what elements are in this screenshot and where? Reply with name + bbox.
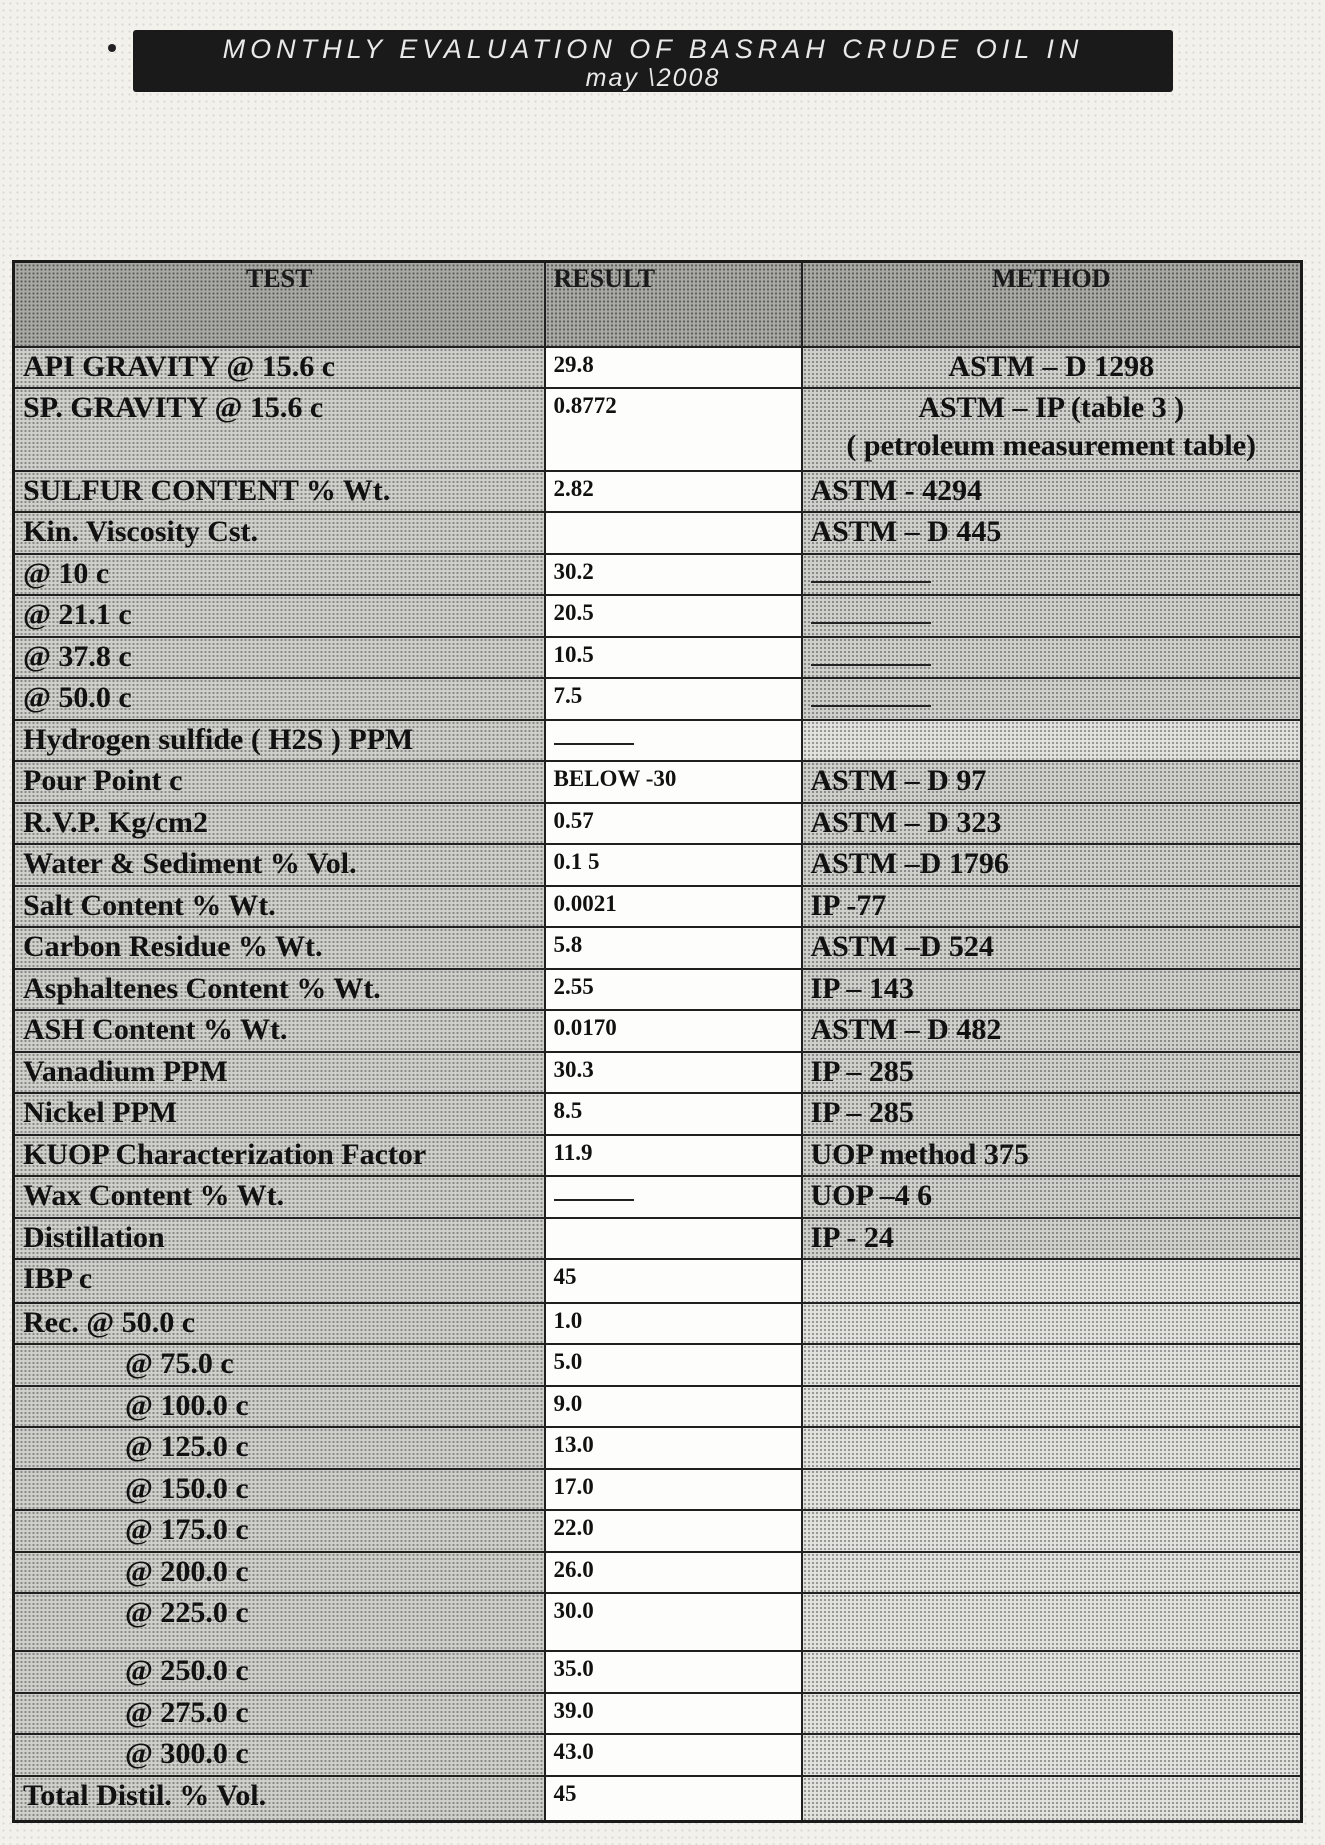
test-cell: KUOP Characterization Factor [14, 1135, 545, 1176]
table-row [14, 595, 1302, 636]
table-row [14, 844, 1302, 885]
header-row [14, 262, 1302, 347]
test-cell: @ 100.0 c [14, 1386, 545, 1427]
report-title: MONTHLY EVALUATION OF BASRAH CRUDE OIL IN [222, 34, 1084, 64]
test-cell: @ 75.0 c [14, 1344, 545, 1385]
test-cell: @ 300.0 c [14, 1734, 545, 1775]
method-cell [802, 595, 1302, 636]
method-cell [802, 1303, 1302, 1344]
table-row [14, 1593, 1302, 1651]
test-cell: @ 275.0 c [14, 1693, 545, 1734]
method-cell [802, 1259, 1302, 1303]
table-row [14, 803, 1302, 844]
result-cell: 0.57 [545, 803, 802, 844]
method-cell: UOP method 375 [802, 1135, 1302, 1176]
test-cell: @ 200.0 c [14, 1552, 545, 1593]
test-cell: Hydrogen sulfide ( H2S ) PPM [14, 720, 545, 761]
table-row [14, 1218, 1302, 1259]
table-row [14, 886, 1302, 927]
method-cell: IP – 285 [802, 1052, 1302, 1093]
table-row [14, 471, 1302, 512]
table-row [14, 927, 1302, 968]
test-cell: Water & Sediment % Vol. [14, 844, 545, 885]
bullet-mark [108, 44, 116, 52]
result-cell: 20.5 [545, 595, 802, 636]
result-cell: 13.0 [545, 1427, 802, 1468]
method-cell: ASTM – D 1298 [802, 347, 1302, 388]
header-result: RESULT [545, 262, 802, 347]
method-cell [802, 1469, 1302, 1510]
table-row [14, 1510, 1302, 1551]
table-row [14, 1010, 1302, 1051]
result-cell [545, 1176, 802, 1217]
method-sub: ( petroleum measurement table) [846, 429, 1257, 463]
method-cell [802, 388, 1302, 471]
method-cell [802, 1693, 1302, 1734]
result-cell: 0.0021 [545, 886, 802, 927]
test-cell: @ 175.0 c [14, 1510, 545, 1551]
table-row [14, 1427, 1302, 1468]
table-row [14, 1303, 1302, 1344]
result-cell: 1.0 [545, 1303, 802, 1344]
test-cell: @ 150.0 c [14, 1469, 545, 1510]
test-cell: Rec. @ 50.0 c [14, 1303, 545, 1344]
method-cell: IP – 143 [802, 969, 1302, 1010]
dash-mark [811, 705, 931, 707]
dash-mark [811, 622, 931, 624]
method-cell [802, 1552, 1302, 1593]
method-cell: ASTM –D 1796 [802, 844, 1302, 885]
dash-mark [811, 664, 931, 666]
result-cell [545, 1218, 802, 1259]
table-row [14, 1386, 1302, 1427]
table-row [14, 720, 1302, 761]
table-row [14, 388, 1302, 471]
test-cell: @ 125.0 c [14, 1427, 545, 1468]
method-cell [802, 1344, 1302, 1385]
test-cell: Distillation [14, 1218, 545, 1259]
test-cell: Nickel PPM [14, 1093, 545, 1134]
test-cell: Vanadium PPM [14, 1052, 545, 1093]
result-cell: 5.8 [545, 927, 802, 968]
test-cell: Kin. Viscosity Cst. [14, 512, 545, 553]
test-cell: IBP c [14, 1259, 545, 1303]
table-row [14, 1552, 1302, 1593]
table-row [14, 512, 1302, 553]
method-cell [802, 720, 1302, 761]
test-cell: @ 21.1 c [14, 595, 545, 636]
result-cell: 7.5 [545, 678, 802, 719]
method-cell [802, 1386, 1302, 1427]
test-cell: @ 37.8 c [14, 637, 545, 678]
method-cell: ASTM – D 445 [802, 512, 1302, 553]
test-cell: @ 50.0 c [14, 678, 545, 719]
result-cell: 5.0 [545, 1344, 802, 1385]
result-cell: 8.5 [545, 1093, 802, 1134]
table-row [14, 1734, 1302, 1775]
dash-mark [554, 743, 634, 745]
table-row [14, 1651, 1302, 1692]
method-cell [802, 1651, 1302, 1692]
result-cell [545, 512, 802, 553]
result-cell: 9.0 [545, 1386, 802, 1427]
result-cell: 35.0 [545, 1651, 802, 1692]
method-cell [802, 1427, 1302, 1468]
method-cell [802, 637, 1302, 678]
test-cell: Wax Content % Wt. [14, 1176, 545, 1217]
table-row [14, 1176, 1302, 1217]
method-cell: ASTM – D 482 [802, 1010, 1302, 1051]
method-cell: ASTM – D 97 [802, 761, 1302, 802]
table-row [14, 969, 1302, 1010]
test-cell: R.V.P. Kg/cm2 [14, 803, 545, 844]
method-cell [802, 1734, 1302, 1775]
result-cell: 45 [545, 1259, 802, 1303]
test-cell: ASH Content % Wt. [14, 1010, 545, 1051]
table-row [14, 1776, 1302, 1822]
crude-oil-evaluation-table [12, 260, 1303, 1823]
result-cell: 22.0 [545, 1510, 802, 1551]
table-row [14, 1052, 1302, 1093]
table-row [14, 761, 1302, 802]
table-row [14, 1344, 1302, 1385]
test-cell: SULFUR CONTENT % Wt. [14, 471, 545, 512]
method-cell: IP - 24 [802, 1218, 1302, 1259]
report-date: may \2008 [585, 64, 721, 92]
table-row [14, 678, 1302, 719]
test-cell: Carbon Residue % Wt. [14, 927, 545, 968]
result-cell: 0.8772 [545, 388, 802, 471]
result-cell: BELOW -30 [545, 761, 802, 802]
method-cell [802, 1593, 1302, 1651]
method-cell [802, 678, 1302, 719]
table-row [14, 637, 1302, 678]
test-cell: Pour Point c [14, 761, 545, 802]
result-cell: 2.82 [545, 471, 802, 512]
method-cell: UOP –4 6 [802, 1176, 1302, 1217]
test-cell: @ 225.0 c [14, 1593, 545, 1651]
dash-mark [811, 581, 931, 583]
test-cell: API GRAVITY @ 15.6 c [14, 347, 545, 388]
result-cell: 2.55 [545, 969, 802, 1010]
result-cell: 10.5 [545, 637, 802, 678]
method-cell [802, 1510, 1302, 1551]
method-cell: ASTM - 4294 [802, 471, 1302, 512]
method-cell: IP -77 [802, 886, 1302, 927]
result-cell: 30.3 [545, 1052, 802, 1093]
table-row [14, 1469, 1302, 1510]
result-cell: 29.8 [545, 347, 802, 388]
result-cell: 11.9 [545, 1135, 802, 1176]
result-cell: 0.0170 [545, 1010, 802, 1051]
table-row [14, 1259, 1302, 1303]
result-cell: 30.2 [545, 554, 802, 595]
method-cell [802, 1776, 1302, 1822]
test-cell: Asphaltenes Content % Wt. [14, 969, 545, 1010]
result-cell: 43.0 [545, 1734, 802, 1775]
report-title-banner [133, 30, 1173, 92]
test-cell: @ 10 c [14, 554, 545, 595]
result-cell: 39.0 [545, 1693, 802, 1734]
method-cell: IP – 285 [802, 1093, 1302, 1134]
result-cell: 0.1 5 [545, 844, 802, 885]
result-cell: 26.0 [545, 1552, 802, 1593]
method-cell: ASTM –D 524 [802, 927, 1302, 968]
table-row [14, 1693, 1302, 1734]
header-test: TEST [14, 262, 545, 347]
table-row [14, 1093, 1302, 1134]
result-cell: 30.0 [545, 1593, 802, 1651]
method-main: ASTM – IP (table 3 ) [918, 391, 1185, 425]
test-cell: Total Distil. % Vol. [14, 1776, 545, 1822]
method-cell: ASTM – D 323 [802, 803, 1302, 844]
table-row [14, 347, 1302, 388]
test-cell: Salt Content % Wt. [14, 886, 545, 927]
result-cell [545, 720, 802, 761]
table-row [14, 1135, 1302, 1176]
method-cell [802, 554, 1302, 595]
result-cell: 17.0 [545, 1469, 802, 1510]
table-row [14, 554, 1302, 595]
result-cell: 45 [545, 1776, 802, 1822]
dash-mark [554, 1199, 634, 1201]
header-method: METHOD [802, 262, 1302, 347]
test-cell: @ 250.0 c [14, 1651, 545, 1692]
test-cell: SP. GRAVITY @ 15.6 c [14, 388, 545, 471]
